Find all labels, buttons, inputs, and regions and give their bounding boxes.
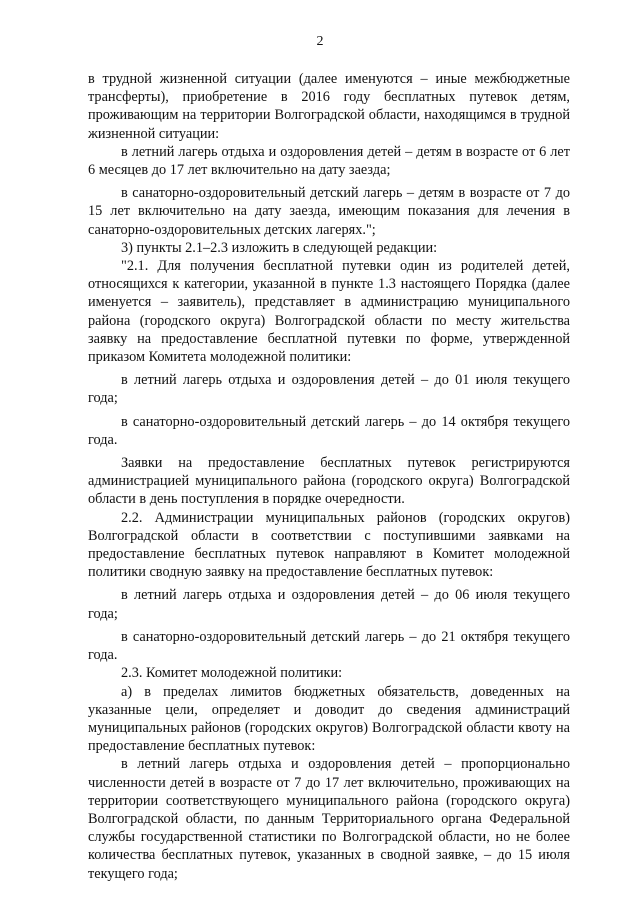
paragraph-sanatorium-deadline: в санаторно-оздоровительный детский лагерь – до 14 октября текущего года. — [88, 413, 570, 448]
paragraph-sanatorium-deadline-2: в санаторно-оздоровительный детский лагерь – до 21 октября текущего года. — [88, 628, 570, 664]
paragraph-registration: Заявки на предоставление бесплатных путевок регистрируются администрацией муниципального района (городского округа) Волгоградской области в день поступления в порядке очередности. — [88, 455, 570, 508]
paragraph-summer-quota: в летний лагерь отдыха и оздоровления детей – пропорционально численности детей в возрасте от 7 до 17 лет включительно, проживающих на территории соответствующего муниципального района (городского округа) Волгоградской области, по данным Территориального органа Федеральной службы государственной статистики по Волгоградской области, но не более количества бесплатных путевок, указанных в сводной заявке, – до 15 июля текущего года; — [88, 756, 570, 882]
paragraph-clause-2-3-a: а) в пределах лимитов бюджетных обязательств, доведенных на указанные цели, определяет и доводит до сведения администраций муниципальных районов (городских округов) Волгоградской области квоту на предоставление бесплатных путевок: — [88, 683, 570, 755]
paragraph-summer-deadline: в летний лагерь отдыха и оздоровления детей – до 01 июля текущего года; — [88, 372, 570, 407]
paragraph-clause-2-3: 2.3. Комитет молодежной политики: — [121, 665, 343, 682]
paragraph-summer-deadline-2: в летний лагерь отдыха и оздоровления детей – до 06 июля текущего года; — [88, 587, 570, 622]
paragraph-summer-camp-age: в летний лагерь отдыха и оздоровления детей – детям в возрасте от 6 лет 6 месяцев до 17 лет включительно на дату заезда; — [88, 143, 570, 179]
paragraph-clause-2-2: 2.2. Администрации муниципальных районов (городских округов) Волгоградской области в соответствии с поступившими заявками на предоставление бесплатных путевок направляют в Комитет молодежной политики сводную заявку на предоставление бесплатных путевок: — [88, 509, 570, 581]
document-body — [88, 70, 570, 883]
paragraph-item-3: 3) пункты 2.1–2.3 изложить в следующей редакции: — [121, 239, 438, 256]
page-number: 2 — [316, 34, 324, 49]
paragraph-clause-2-1: "2.1. Для получения бесплатной путевки один из родителей детей, относящихся к категории, указанной в пункте 1.3 настоящего Порядка (далее именуется – заявитель), представляет в администрацию муниципального района (городского округа) Волгоградской области по месту жительства заявку на предоставление бесплатной путевки по форме, утвержденной приказом Комитета молодежной политики: — [88, 258, 570, 366]
paragraph-sanatorium-age: в санаторно-оздоровительный детский лагерь – детям в возрасте от 7 до 15 лет включительно на дату заезда, имеющим показания для лечения в санаторно-оздоровительных детских лагерях."; — [88, 185, 570, 238]
paragraph-continuation: в трудной жизненной ситуации (далее именуются – иные межбюджетные трансферты), приобретение в 2016 году бесплатных путевок детям, проживающим на территории Волгоградской области, находящимся в трудной жизненной ситуации: — [88, 71, 570, 142]
